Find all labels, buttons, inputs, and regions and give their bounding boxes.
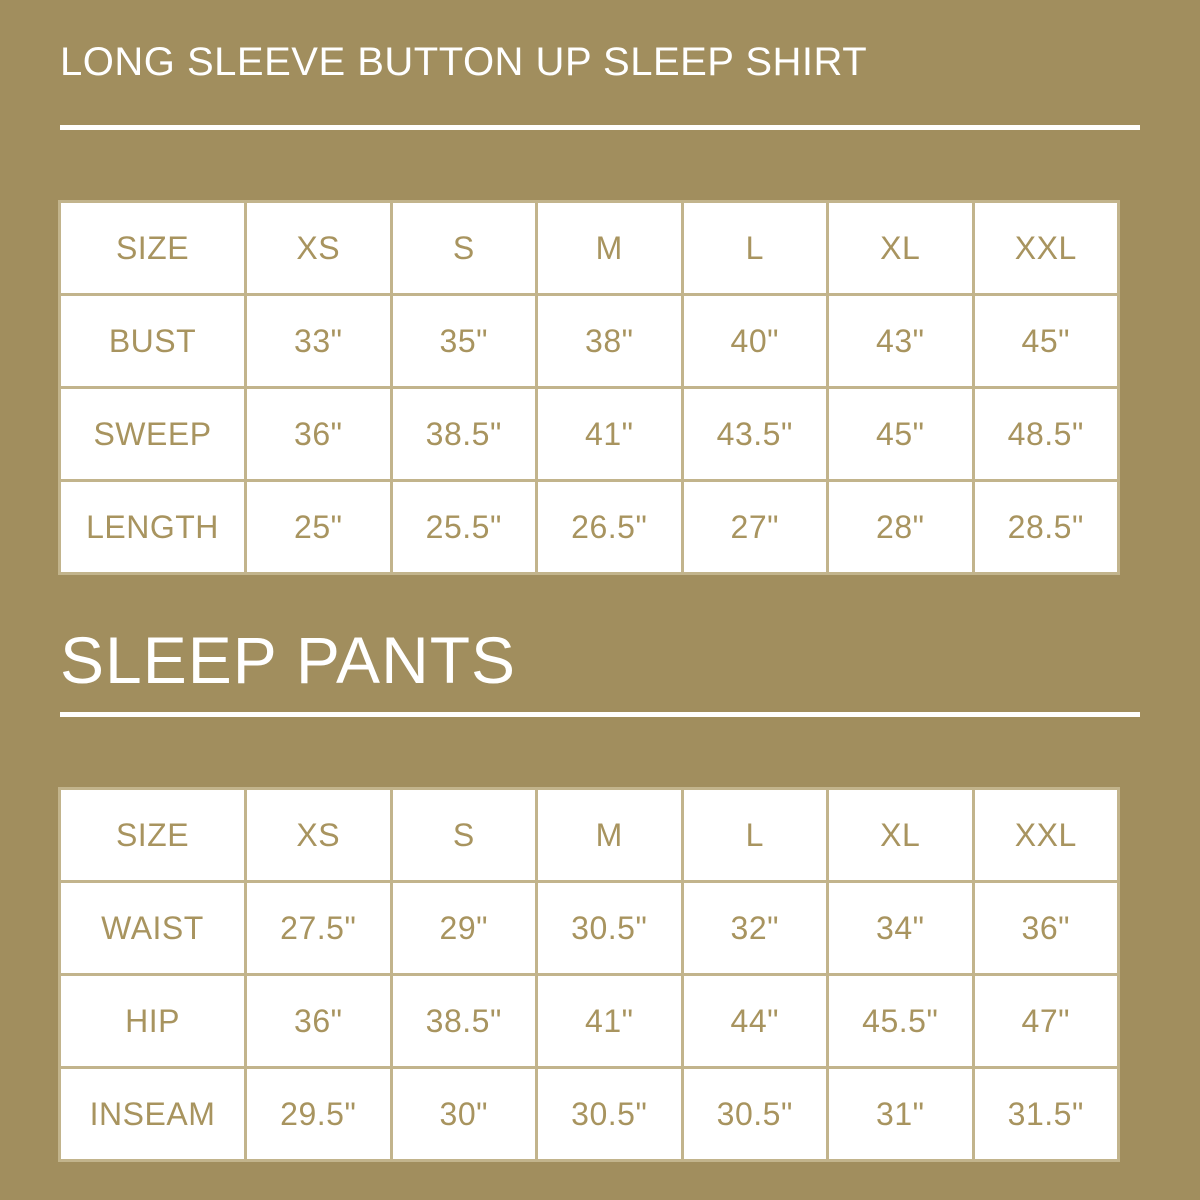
- measurement-cell: 38": [537, 295, 683, 388]
- row-label: WAIST: [60, 882, 246, 975]
- shirt-header-cell: S: [391, 202, 537, 295]
- measurement-cell: 30.5": [682, 1068, 828, 1161]
- pants-header-cell: M: [537, 789, 683, 882]
- shirt-header-cell: M: [537, 202, 683, 295]
- measurement-cell: 36": [246, 975, 392, 1068]
- pants-header-cell: XXL: [973, 789, 1119, 882]
- measurement-cell: 47": [973, 975, 1119, 1068]
- measurement-cell: 45.5": [828, 975, 974, 1068]
- measurement-cell: 27.5": [246, 882, 392, 975]
- shirt-header-cell: XS: [246, 202, 392, 295]
- pants-header-cell: XS: [246, 789, 392, 882]
- measurement-cell: 41": [537, 388, 683, 481]
- measurement-cell: 28.5": [973, 481, 1119, 574]
- measurement-cell: 41": [537, 975, 683, 1068]
- measurement-cell: 29.5": [246, 1068, 392, 1161]
- measurement-cell: 43": [828, 295, 974, 388]
- shirt-title-divider: [60, 125, 1140, 130]
- measurement-cell: 30.5": [537, 882, 683, 975]
- measurement-cell: 31": [828, 1068, 974, 1161]
- shirt-section-title: LONG SLEEVE BUTTON UP SLEEP SHIRT: [60, 40, 868, 84]
- shirt-size-table: [58, 200, 1120, 575]
- measurement-cell: 27": [682, 481, 828, 574]
- shirt-header-row: [60, 202, 1119, 295]
- measurement-cell: 34": [828, 882, 974, 975]
- measurement-cell: 35": [391, 295, 537, 388]
- pants-row-waist: [60, 882, 1119, 975]
- measurement-cell: 45": [828, 388, 974, 481]
- shirt-row-sweep: [60, 388, 1119, 481]
- pants-header-row: [60, 789, 1119, 882]
- pants-header-cell: L: [682, 789, 828, 882]
- measurement-cell: 25": [246, 481, 392, 574]
- measurement-cell: 36": [246, 388, 392, 481]
- shirt-header-cell: L: [682, 202, 828, 295]
- row-label: HIP: [60, 975, 246, 1068]
- measurement-cell: 25.5": [391, 481, 537, 574]
- row-label: BUST: [60, 295, 246, 388]
- shirt-header-cell: XL: [828, 202, 974, 295]
- measurement-cell: 33": [246, 295, 392, 388]
- pants-header-cell: S: [391, 789, 537, 882]
- measurement-cell: 26.5": [537, 481, 683, 574]
- row-label: LENGTH: [60, 481, 246, 574]
- shirt-row-length: [60, 481, 1119, 574]
- measurement-cell: 38.5": [391, 975, 537, 1068]
- measurement-cell: 43.5": [682, 388, 828, 481]
- row-label: SWEEP: [60, 388, 246, 481]
- shirt-header-cell: XXL: [973, 202, 1119, 295]
- measurement-cell: 30": [391, 1068, 537, 1161]
- shirt-row-bust: [60, 295, 1119, 388]
- measurement-cell: 32": [682, 882, 828, 975]
- row-label: INSEAM: [60, 1068, 246, 1161]
- measurement-cell: 44": [682, 975, 828, 1068]
- measurement-cell: 29": [391, 882, 537, 975]
- pants-header-cell: SIZE: [60, 789, 246, 882]
- pants-header-cell: XL: [828, 789, 974, 882]
- measurement-cell: 36": [973, 882, 1119, 975]
- measurement-cell: 28": [828, 481, 974, 574]
- pants-section-title: SLEEP PANTS: [60, 623, 517, 697]
- pants-size-table: [58, 787, 1120, 1162]
- pants-title-divider: [60, 712, 1140, 717]
- measurement-cell: 38.5": [391, 388, 537, 481]
- pants-row-inseam: [60, 1068, 1119, 1161]
- measurement-cell: 45": [973, 295, 1119, 388]
- measurement-cell: 48.5": [973, 388, 1119, 481]
- measurement-cell: 30.5": [537, 1068, 683, 1161]
- pants-row-hip: [60, 975, 1119, 1068]
- measurement-cell: 40": [682, 295, 828, 388]
- shirt-header-cell: SIZE: [60, 202, 246, 295]
- measurement-cell: 31.5": [973, 1068, 1119, 1161]
